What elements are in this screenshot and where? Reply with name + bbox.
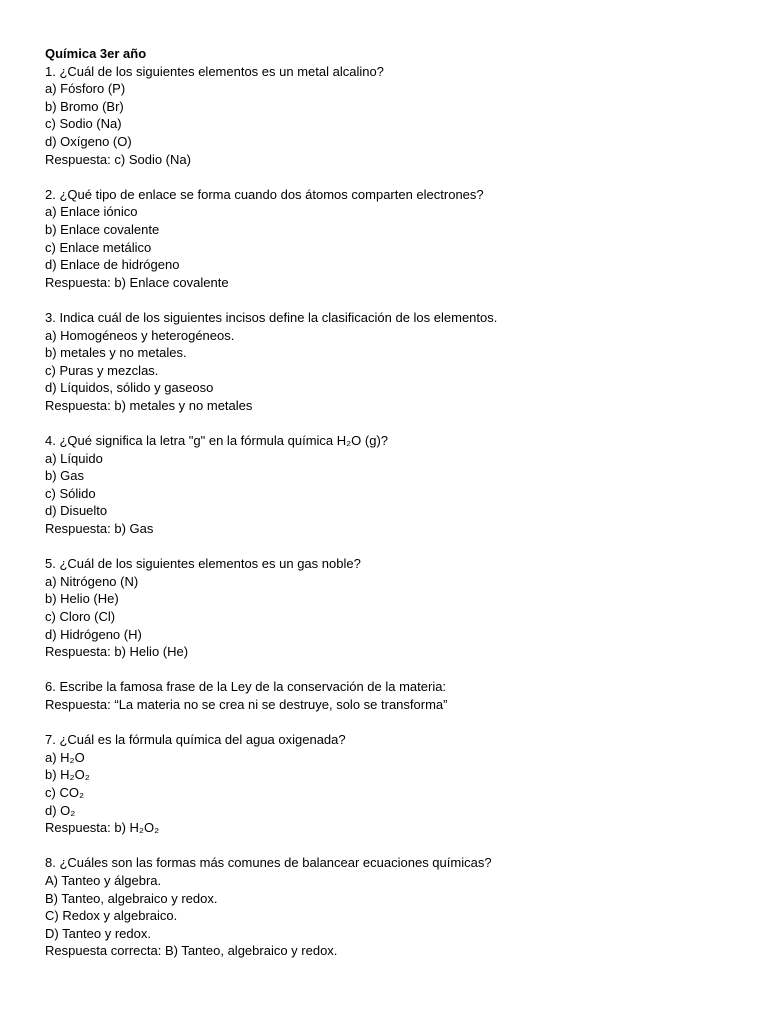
option-line: d) Enlace de hidrógeno	[45, 257, 180, 273]
document-page	[45, 45, 745, 977]
option-line: B) Tanteo, algebraico y redox.	[45, 890, 218, 906]
question-text: 6. Escribe la famosa frase de la Ley de la conservación de la materia:	[45, 679, 447, 695]
question-block	[45, 555, 745, 661]
question-text: 5. ¿Cuál de los siguientes elementos es un gas noble?	[45, 556, 361, 572]
question-text: 2. ¿Qué tipo de enlace se forma cuando dos átomos comparten electrones?	[45, 186, 484, 202]
option-line: d) Disuelto	[45, 503, 108, 519]
option-line: c) CO₂	[45, 784, 84, 800]
option-line: a) Enlace iónico	[45, 204, 138, 220]
question-text: 1. ¿Cuál de los siguientes elementos es un metal alcalino?	[45, 63, 384, 79]
answer-line: Respuesta: “La materia no se crea ni se destruye, solo se transforma”	[45, 696, 448, 712]
option-line: a) Nitrógeno (N)	[45, 573, 139, 589]
option-line: D) Tanteo y redox.	[45, 925, 151, 941]
option-line: d) Oxígeno (O)	[45, 133, 132, 149]
option-line: c) Sodio (Na)	[45, 116, 122, 132]
option-line: d) Líquidos, sólido y gaseoso	[45, 380, 214, 396]
question-block	[45, 186, 745, 292]
answer-line: Respuesta: b) Enlace covalente	[45, 274, 229, 290]
question-block	[45, 731, 745, 837]
question-block	[45, 854, 745, 960]
option-line: c) Cloro (Cl)	[45, 609, 116, 624]
document-title: Química 3er año	[45, 46, 147, 61]
answer-line: Respuesta correcta: B) Tanteo, algebraico y redox.	[45, 943, 338, 959]
option-line: c) Puras y mezclas.	[45, 362, 159, 378]
option-line: b) Bromo (Br)	[45, 98, 124, 114]
answer-line: Respuesta: b) Gas	[45, 521, 154, 537]
option-line: c) Sólido	[45, 485, 96, 501]
answer-line: Respuesta: b) metales y no metales	[45, 397, 253, 413]
answer-line: Respuesta: b) H₂O₂	[45, 820, 160, 836]
option-line: c) Enlace metálico	[45, 239, 152, 255]
option-line: a) H₂O	[45, 749, 85, 765]
option-line: C) Redox y algebraico.	[45, 908, 178, 924]
question-block	[45, 63, 745, 169]
option-line: a) Fósforo (P)	[45, 81, 126, 97]
option-line: A) Tanteo y álgebra.	[45, 872, 162, 888]
option-line: a) Líquido	[45, 450, 103, 466]
answer-line: Respuesta: b) Helio (He)	[45, 644, 189, 660]
option-line: b) H₂O₂	[45, 767, 90, 783]
question-text: 4. ¿Qué significa la letra "g" en la fórmula química H₂O (g)?	[45, 433, 389, 449]
option-line: d) Hidrógeno (H)	[45, 626, 142, 642]
option-line: b) Gas	[45, 468, 85, 484]
option-line: d) O₂	[45, 802, 76, 818]
question-block	[45, 678, 745, 713]
answer-line: Respuesta: c) Sodio (Na)	[45, 151, 191, 167]
question-block	[45, 309, 745, 415]
option-line: b) Helio (He)	[45, 591, 119, 607]
question-text: 3. Indica cuál de los siguientes incisos define la clasificación de los elementos.	[45, 309, 498, 325]
option-line: a) Homogéneos y heterogéneos.	[45, 327, 235, 343]
question-block	[45, 432, 745, 538]
question-text: 8. ¿Cuáles son las formas más comunes de balancear ecuaciones químicas?	[45, 855, 492, 871]
option-line: b) Enlace covalente	[45, 221, 160, 237]
question-list	[45, 63, 745, 960]
option-line: b) metales y no metales.	[45, 345, 187, 361]
question-text: 7. ¿Cuál es la fórmula química del agua oxigenada?	[45, 732, 346, 748]
